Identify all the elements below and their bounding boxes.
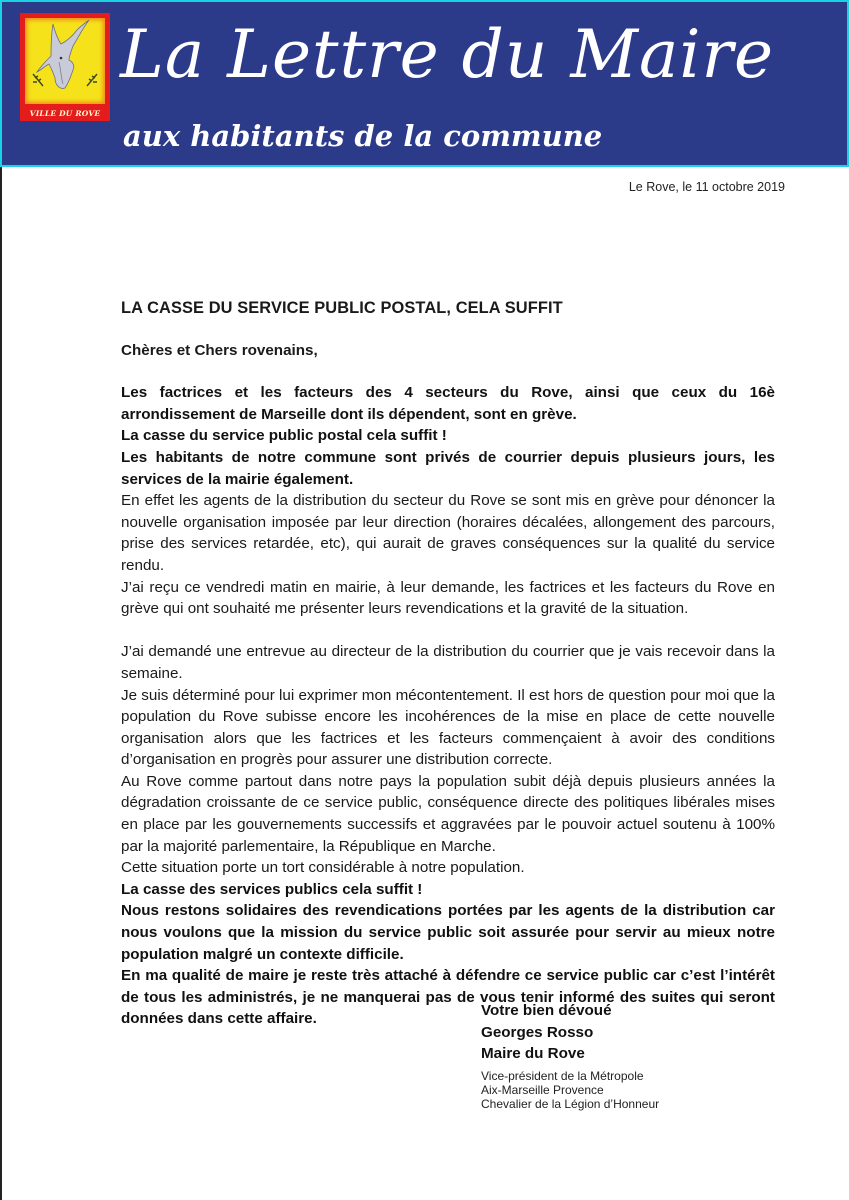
logo-field bbox=[25, 18, 105, 104]
letter-heading: LA CASSE DU SERVICE PUBLIC POSTAL, CELA SUFFIT bbox=[121, 299, 563, 317]
logo-label: VILLE DU ROVE bbox=[29, 109, 101, 118]
closing-line: Votre bien dévoué bbox=[481, 1002, 612, 1019]
signatory-title: Chevalier de la Légion d’Honneur bbox=[481, 1096, 660, 1111]
paragraph: Les habitants de notre commune sont privés de courrier depuis plusieurs jours, les services de la mairie également. bbox=[121, 448, 775, 488]
page-left-rule bbox=[0, 167, 2, 1200]
ville-du-rove-logo bbox=[20, 13, 110, 121]
paragraph: En effet les agents de la distribution du secteur du Rove se sont mis en grève pour dénoncer la nouvelle organisation imposée par leur direction (horaires décalées, allongement des parcours, prise des services retardée, etc), qui aurait de graves conséquences sur la qualité du service rendu. bbox=[121, 492, 775, 574]
paragraph: Les factrices et les facteurs des 4 secteurs du Rove, ainsi que ceux du 16è arrondissement de Marseille dont ils dépendent, sont en grève. bbox=[121, 384, 775, 423]
paragraph: La casse des services publics cela suffit ! bbox=[121, 880, 423, 898]
salutation: Chères et Chers rovenains, bbox=[121, 341, 318, 359]
letter-body bbox=[121, 298, 775, 1030]
date-line: Le Rove, le 11 octobre 2019 bbox=[628, 180, 785, 194]
signatory-title: Vice-président de la Métropole bbox=[481, 1068, 644, 1083]
signatory-name: Georges Rosso bbox=[481, 1023, 594, 1041]
signatory-titles bbox=[481, 1069, 659, 1111]
signatory-role: Maire du Rove bbox=[481, 1045, 585, 1063]
paragraph: J’ai reçu ce vendredi matin en mairie, à leur demande, les factrices et les facteurs du Rove en grève qui ont souhaité me présenter leurs revendications et la gravité de la situation. bbox=[121, 578, 775, 618]
paragraph: Nous restons solidaires des revendications portées par les agents de la distribution car nous voulons que la mission du service public soit assurée pour servir au mieux notre population malgré un contexte difficile. bbox=[121, 902, 775, 963]
paragraph: Au Rove comme partout dans notre pays la population subit déjà depuis plusieurs années la dégradation croissante de ce service public, conséquence directe des politiques libérales mises en place par les gouvernements successifs et aggravées par le pouvoir actuel soutenu à 100% par la majorité parlementaire, la République en Marche. bbox=[121, 772, 775, 855]
paragraph: La casse du service public postal cela suffit ! bbox=[121, 427, 447, 445]
masthead-banner bbox=[0, 0, 849, 167]
signature-block bbox=[481, 1000, 659, 1111]
paragraph: Cette situation porte un tort considérable à notre population. bbox=[121, 859, 525, 877]
newsletter-title: La Lettre du Maire bbox=[120, 16, 775, 93]
paragraph: Je suis déterminé pour lui exprimer mon mécontentement. Il est hors de question pour moi que la population du Rove subisse encore les incohérences de la mise en place de cette nouvelle organisation alors que les factrices et les facteurs commençaient à avoir des conditions d’organisation en progrès pour assurer une distribution correcte. bbox=[121, 686, 775, 769]
paragraph: En ma qualité de maire je reste très attaché à défendre ce service public car c’est l’intérêt de tous les administrés, je ne manquerai pas de vous tenir informé des suites qui seront données dans cette affaire. bbox=[121, 967, 775, 1028]
paragraph-spacer bbox=[121, 620, 775, 642]
newsletter-subtitle: aux habitants de la commune bbox=[123, 119, 603, 153]
paragraph: J’ai demandé une entrevue au directeur de la distribution du courrier que je vais recevoir dans la semaine. bbox=[121, 643, 775, 682]
signatory-title: Aix-Marseille Provence bbox=[481, 1082, 604, 1097]
